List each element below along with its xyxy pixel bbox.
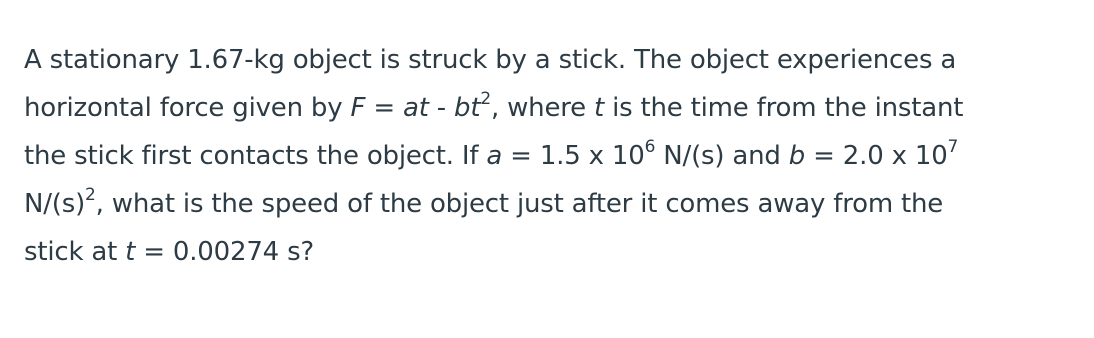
line5-suffix: = 0.00274 s? xyxy=(135,237,315,267)
line2-suffix: is the time from the instant xyxy=(604,93,964,123)
variable-F: F xyxy=(350,93,366,123)
line2-prefix: horizontal force given by xyxy=(24,93,351,123)
a-value: = 1.5 x 10 xyxy=(502,141,645,171)
question-text xyxy=(24,36,1064,276)
variable-b: b xyxy=(788,141,806,171)
a-exponent: 6 xyxy=(644,137,656,158)
b-value: = 2.0 x 10 xyxy=(805,141,948,171)
variable-a: a xyxy=(486,141,503,171)
question-line-5 xyxy=(24,228,1064,276)
term-bt: bt xyxy=(454,93,481,123)
minus-sign: - xyxy=(428,93,455,123)
variable-t: t xyxy=(594,93,605,123)
b-exponent: 7 xyxy=(947,137,959,158)
line1-text: A stationary 1.67-kg object is struck by a stick. The object experiences a xyxy=(24,45,957,75)
equals-sign: = xyxy=(365,93,403,123)
b-unit-exponent: 2 xyxy=(85,185,96,206)
b-unit: N/(s) xyxy=(24,189,86,219)
line3-prefix: the stick first contacts the object. If xyxy=(24,141,487,171)
term-at: at xyxy=(402,93,429,123)
question-line-2 xyxy=(24,84,1064,132)
exponent-2: 2 xyxy=(480,89,491,110)
question-line-3 xyxy=(24,132,1064,180)
variable-t-final: t xyxy=(125,237,136,267)
line5-prefix: stick at xyxy=(24,237,126,267)
question-line-4 xyxy=(24,180,1064,228)
a-unit: N/(s) and xyxy=(655,141,789,171)
line4-rest: , what is the speed of the object just after it comes away from the xyxy=(95,189,944,219)
line2-mid: , where xyxy=(490,93,595,123)
question-line-1 xyxy=(24,36,1064,84)
